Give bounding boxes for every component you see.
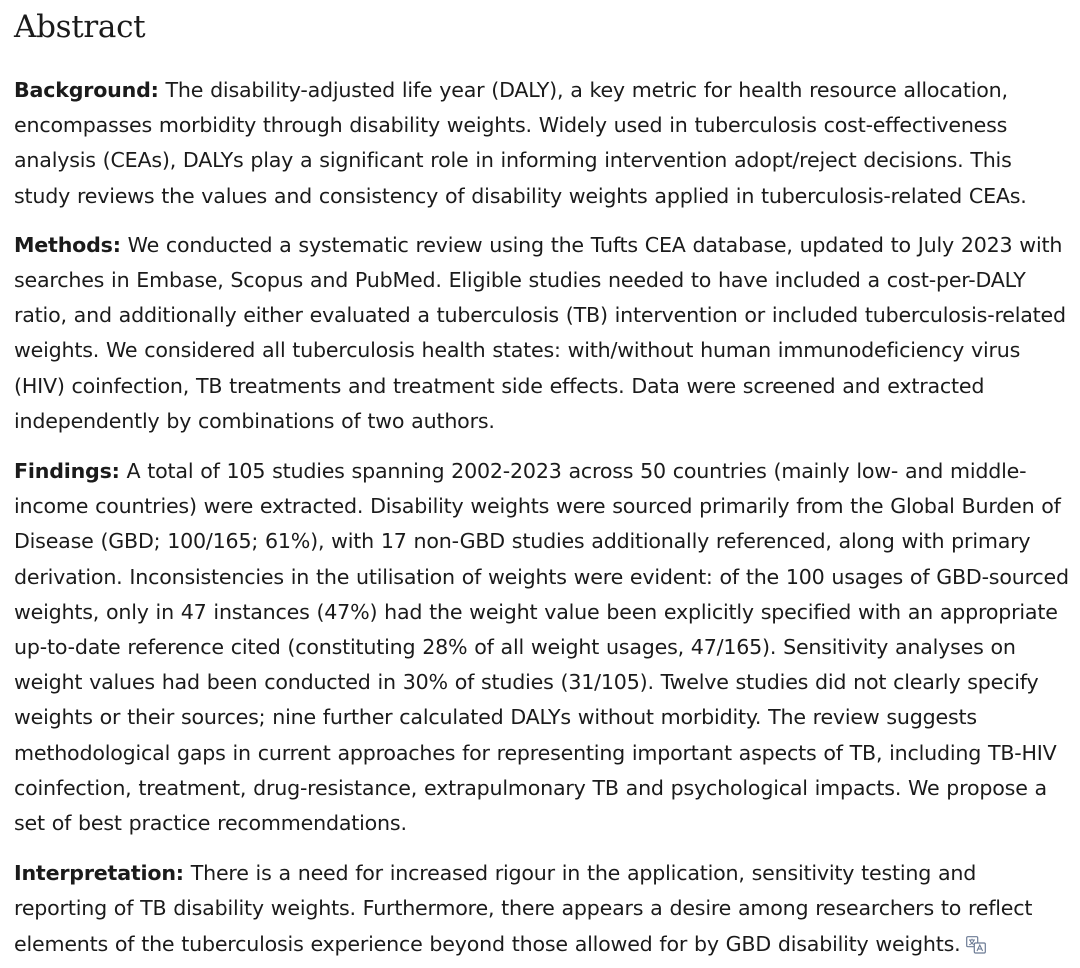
methods-section [14, 228, 1074, 439]
background-text: The disability-adjusted life year (DALY), a key metric for health resource allocation, encompasses morbidity through disability weights. Widely used in tuberculosis cost-effectiveness analysis (CEAs), DALYs play a significant role in informing intervention adopt/reject decisions. This study reviews the values and consistency of disability weights applied in tuberculosis-related CEAs. [14, 78, 1027, 208]
findings-label: Findings: [14, 459, 120, 484]
methods-label: Methods: [14, 232, 121, 257]
interpretation-text: There is a need for increased rigour in the application, sensitivity testing and reporting of TB disability weights. Furthermore, there appears a desire among researchers to reflect elements of the tuberculosis experience beyond those allowed for by GBD disability weights. [14, 861, 1033, 956]
interpretation-section [14, 856, 1074, 962]
methods-text: We conducted a systematic review using the Tufts CEA database, updated to July 2023 with searches in Embase, Scopus and PubMed. Eligible studies needed to have included a cost-per-DALY ratio, and additionally either evaluated a tuberculosis (TB) intervention or included tuberculosis-related weights. We considered all tuberculosis health states: with/without human immunodeficiency virus (HIV) coinfection, TB treatments and treatment side effects. Data were screened and extracted independently by combinations of two authors. [14, 232, 1066, 433]
abstract-heading: Abstract [14, 9, 146, 45]
interpretation-label: Interpretation: [14, 861, 184, 886]
background-section [14, 73, 1074, 214]
findings-section [14, 454, 1074, 841]
abstract [14, 0, 1074, 962]
findings-text: A total of 105 studies spanning 2002-2023 across 50 countries (mainly low- and middle-income countries) were extracted. Disability weights were sourced primarily from the Global Burden of Disease (GBD; 100/165; 61%), with 17 non-GBD studies additionally referenced, along with primary derivation. Inconsistencies in the utilisation of weights were evident: of the 100 usages of GBD-sourced weights, only in 47 instances (47%) had the weight value been explicitly specified with an appropriate up-to-date reference cited (constituting 28% of all weight usages, 47/165). Sensitivity analyses on weight values had been conducted in 30% of studies (31/105). Twelve studies did not clearly specify weights or their sources; nine further calculated DALYs without morbidity. The review suggests methodological gaps in current approaches for representing important aspects of TB, including TB-HIV coinfection, treatment, drug-resistance, extrapulmonary TB and psychological impacts. We propose a set of best practice recommendations. [14, 459, 1069, 836]
background-label: Background: [14, 78, 159, 102]
translate-icon[interactable] [966, 930, 986, 948]
